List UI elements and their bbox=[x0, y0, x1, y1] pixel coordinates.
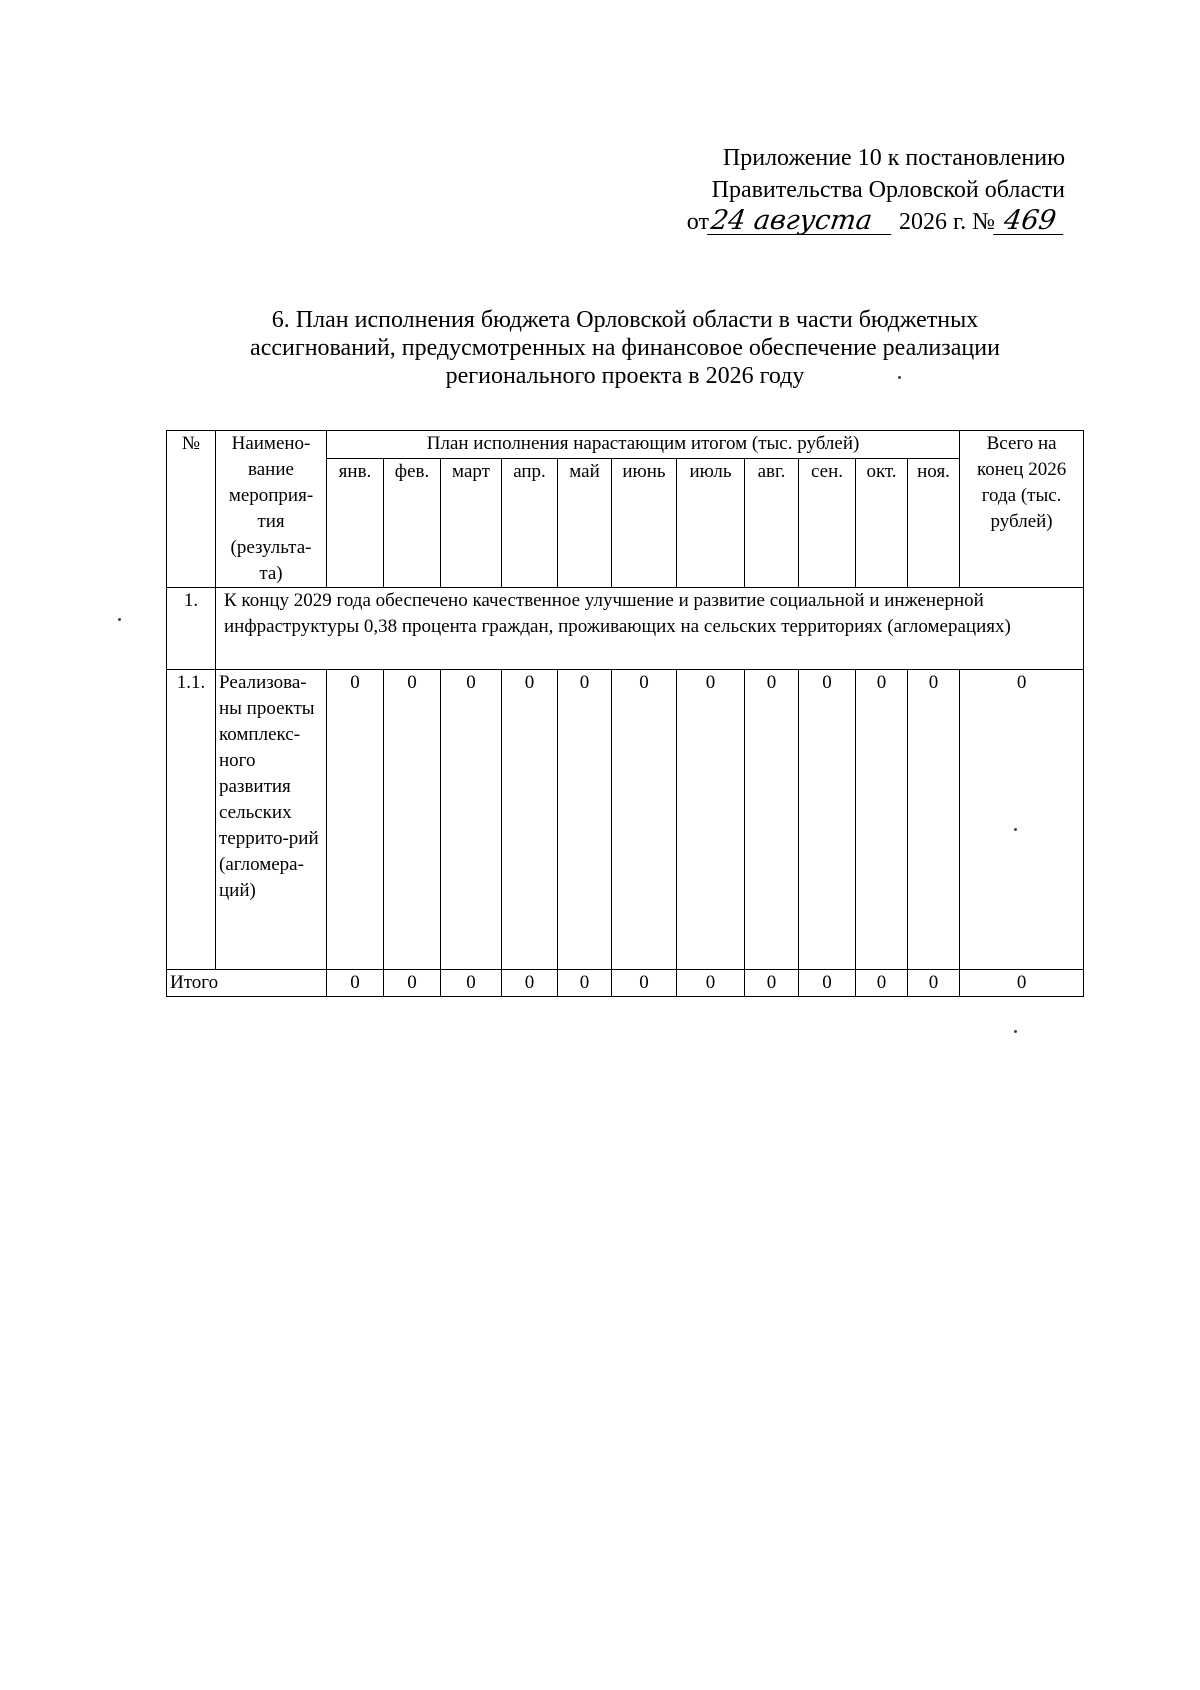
row-value: 0 bbox=[908, 670, 960, 970]
total-value: 0 bbox=[558, 970, 612, 997]
row-value: 0 bbox=[384, 670, 441, 970]
month-header: фев. bbox=[384, 458, 441, 587]
scan-speck bbox=[1014, 1030, 1017, 1033]
total-value: 0 bbox=[441, 970, 502, 997]
row-value: 0 bbox=[327, 670, 384, 970]
year-and-number-label: 2026 г. № bbox=[898, 209, 995, 235]
row-total: 0 bbox=[960, 670, 1084, 970]
appendix-line-1: Приложение 10 к постановлению bbox=[722, 145, 1065, 171]
row-value: 0 bbox=[799, 670, 856, 970]
month-header: окт. bbox=[856, 458, 908, 587]
title-line-1: 6. План исполнения бюджета Орловской области в части бюджетных bbox=[271, 307, 979, 333]
total-value: 0 bbox=[502, 970, 558, 997]
appendix-header bbox=[687, 142, 1065, 238]
month-header: ноя. bbox=[908, 458, 960, 587]
col-num-header: № bbox=[167, 431, 216, 588]
total-value: 0 bbox=[612, 970, 677, 997]
total-value: 0 bbox=[745, 970, 799, 997]
month-header: июнь bbox=[612, 458, 677, 587]
month-header: сен. bbox=[799, 458, 856, 587]
scan-speck bbox=[1014, 828, 1017, 831]
section-num: 1. bbox=[167, 588, 216, 670]
table-row bbox=[167, 670, 1084, 970]
title-line-2: ассигнований, предусмотренных на финансовое обеспечение реализации bbox=[250, 335, 1000, 361]
row-value: 0 bbox=[745, 670, 799, 970]
date-prefix: от bbox=[686, 209, 709, 235]
total-value: 0 bbox=[677, 970, 745, 997]
document-title bbox=[130, 306, 1120, 390]
total-row bbox=[167, 970, 1084, 997]
header-row-1 bbox=[167, 431, 1084, 459]
section-row bbox=[167, 588, 1084, 670]
budget-plan-table bbox=[166, 430, 1084, 997]
row-value: 0 bbox=[856, 670, 908, 970]
total-value: 0 bbox=[799, 970, 856, 997]
title-line-3: регионального проекта в 2026 году bbox=[445, 363, 805, 389]
scan-speck bbox=[118, 618, 121, 621]
month-header: апр. bbox=[502, 458, 558, 587]
total-value: 0 bbox=[327, 970, 384, 997]
section-goal-text: К концу 2029 года обеспечено качественное улучшение и развитие социальной и инженерной инфраструктуры 0,38 процента граждан, проживающих на сельских территориях (агломерациях) bbox=[216, 588, 1084, 670]
total-value: 0 bbox=[908, 970, 960, 997]
col-name-header: Наимено-вание мероприя-тия (результа-та) bbox=[216, 431, 327, 588]
col-total-header: Всего на конец 2026 года (тыс. рублей) bbox=[960, 431, 1084, 588]
appendix-date-line bbox=[687, 206, 1065, 238]
month-header: янв. bbox=[327, 458, 384, 587]
row-num: 1.1. bbox=[167, 670, 216, 970]
col-plan-header: План исполнения нарастающим итогом (тыс. рублей) bbox=[327, 431, 960, 459]
handwritten-number: 469 bbox=[993, 208, 1067, 235]
total-label: Итого bbox=[167, 970, 327, 997]
row-value: 0 bbox=[502, 670, 558, 970]
month-header: авг. bbox=[745, 458, 799, 587]
total-value: 0 bbox=[856, 970, 908, 997]
row-name: Реализова-ны проекты комплекс-ного развития сельских террито-рий (агломера-ций) bbox=[216, 670, 327, 970]
scan-speck bbox=[898, 376, 901, 379]
grand-total: 0 bbox=[960, 970, 1084, 997]
month-header: июль bbox=[677, 458, 745, 587]
total-value: 0 bbox=[384, 970, 441, 997]
row-value: 0 bbox=[677, 670, 745, 970]
row-value: 0 bbox=[612, 670, 677, 970]
handwritten-date: 24 августа bbox=[707, 208, 895, 235]
row-value: 0 bbox=[558, 670, 612, 970]
row-value: 0 bbox=[441, 670, 502, 970]
appendix-line-2: Правительства Орловской области bbox=[711, 177, 1065, 203]
month-header: март bbox=[441, 458, 502, 587]
month-header: май bbox=[558, 458, 612, 587]
